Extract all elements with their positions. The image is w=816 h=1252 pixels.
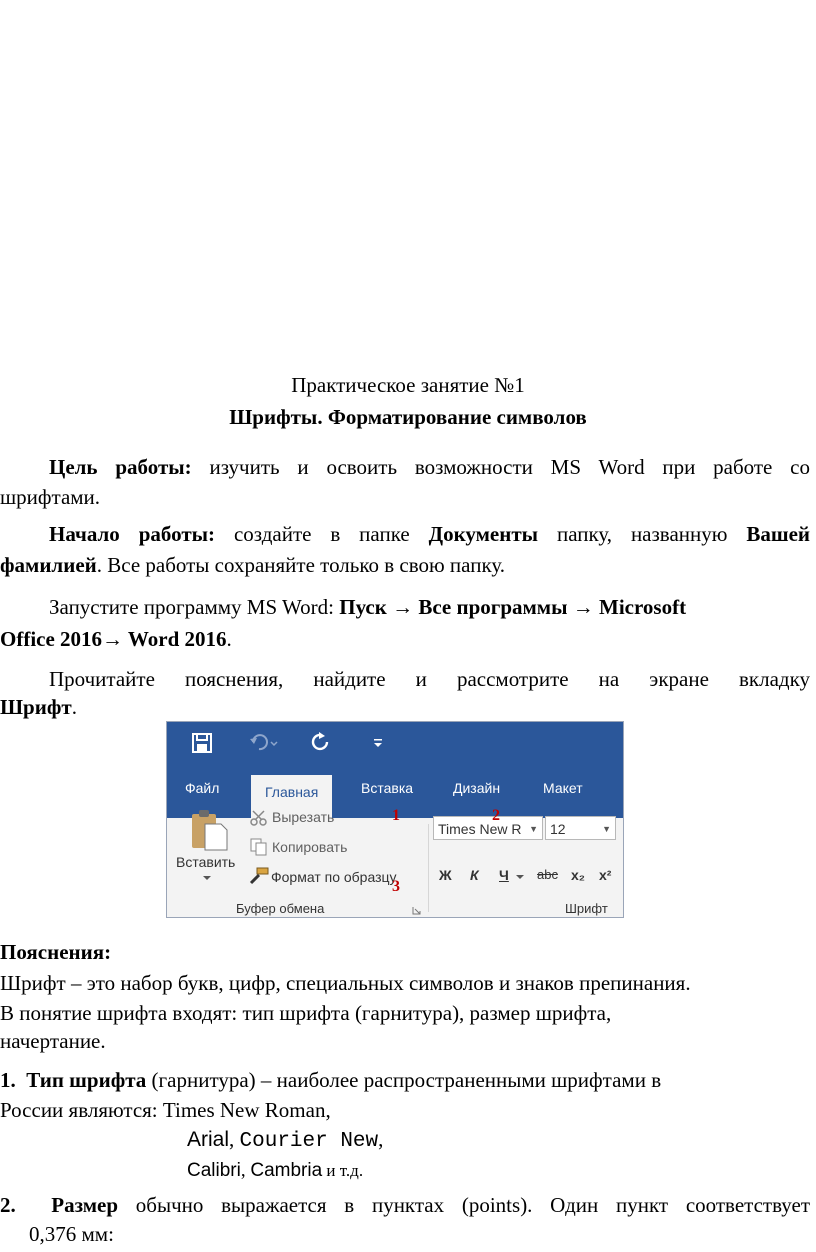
comma: , <box>229 1127 240 1151</box>
quick-access-toolbar <box>167 722 623 766</box>
undo-icon[interactable] <box>249 734 279 752</box>
notes-p2a: В понятие шрифта входят: тип шрифта (гарнитура), размер шрифта, <box>0 1001 612 1025</box>
goal-text-1: изучить и освоить возможности MS Word при работе со <box>191 455 810 479</box>
launch-line-1 <box>49 595 686 620</box>
start-line-1 <box>49 522 810 547</box>
group-divider <box>428 824 429 912</box>
launch-path-1: Пуск → Все программы → Microsoft <box>339 595 687 619</box>
item1-number: 1. <box>0 1068 16 1092</box>
goal-label: Цель работы: <box>49 455 192 479</box>
paste-icon[interactable] <box>189 808 229 852</box>
paste-button[interactable]: Вставить <box>176 854 236 870</box>
font-name-combo[interactable] <box>433 816 543 840</box>
item1-text-2: России являются: Times New Roman, <box>0 1098 331 1122</box>
goal-line-1 <box>49 455 810 480</box>
strikethrough-button[interactable]: abc <box>537 867 558 882</box>
item1-text-1: (гарнитура) – наиболее распространенными шрифтами в <box>146 1068 662 1092</box>
font-name-value: Times New R <box>438 821 522 837</box>
start-line-2 <box>0 553 505 578</box>
item2-text-2: 0,376 мм: <box>29 1222 114 1246</box>
underline-button[interactable]: Ч <box>499 867 509 883</box>
marker-3: 3 <box>392 878 400 895</box>
goal-text-2: шрифтами. <box>0 485 101 509</box>
lesson-number: Практическое занятие №1 <box>291 373 525 397</box>
launch-dot: . <box>226 627 232 651</box>
page-title: Шрифты. Форматирование символов <box>229 405 587 429</box>
cambria-sample: Cambria <box>250 1160 323 1181</box>
etc-text: и т.д. <box>322 1161 364 1180</box>
item1-term: Тип шрифта <box>26 1068 147 1092</box>
clipboard-group-label: Буфер обмена <box>236 901 325 916</box>
comma: , <box>378 1127 384 1151</box>
start-label: Начало работы: <box>49 522 216 546</box>
item2-text-1: обычно выражается в пунктах (points). Один пункт соответствует <box>118 1193 810 1217</box>
clipboard-dialog-launcher-icon[interactable] <box>412 906 421 915</box>
launch-path-2: Office 2016→ Word 2016 <box>0 627 227 651</box>
tab-layout[interactable]: Макет <box>543 780 583 796</box>
superscript-button[interactable]: x² <box>599 867 612 883</box>
notes-p2b: начертание. <box>0 1029 106 1053</box>
scissors-icon <box>250 810 268 826</box>
italic-button[interactable]: К <box>470 867 479 883</box>
item2-term: Размер <box>51 1193 119 1217</box>
tab-design[interactable]: Дизайн <box>453 780 501 796</box>
marker-1: 1 <box>392 807 400 824</box>
font-group-label: Шрифт <box>565 901 608 916</box>
underline-dropdown-icon[interactable] <box>516 874 524 880</box>
marker-2: 2 <box>492 807 500 824</box>
copy-icon <box>250 838 268 856</box>
start-text-2: папку, названную <box>538 522 747 546</box>
copy-button[interactable]: Копировать <box>272 839 348 855</box>
comma: , <box>240 1160 251 1181</box>
font-size-value: 12 <box>550 821 566 837</box>
notes-heading: Пояснения: <box>0 940 112 964</box>
font-size-combo[interactable] <box>545 816 616 840</box>
font-name-dropdown-icon[interactable]: ▼ <box>529 824 538 834</box>
tab-insert[interactable]: Вставка <box>361 780 414 796</box>
item1-line-1 <box>0 1068 661 1093</box>
font-tab-bold: Шрифт <box>0 695 72 719</box>
font-size-dropdown-icon[interactable]: ▼ <box>602 824 611 834</box>
notes-p1: Шрифт – это набор букв, цифр, специальных символов и знаков препинания. <box>0 971 691 995</box>
launch-text: Запустите программу MS Word: <box>49 595 340 619</box>
item1-fonts-line-1 <box>187 1127 383 1153</box>
item1-fonts-line-2 <box>187 1160 363 1182</box>
tab-file[interactable]: Файл <box>185 780 220 796</box>
item2-number: 2. <box>0 1193 16 1217</box>
read-dot: . <box>71 695 77 719</box>
cut-button[interactable]: Вырезать <box>272 809 335 825</box>
word-ribbon-screenshot <box>166 721 624 918</box>
item2-line-1 <box>0 1193 810 1218</box>
tab-home[interactable]: Главная <box>251 775 332 818</box>
read-line-1: Прочитайте пояснения, найдите и рассмотрите на экране вкладку <box>49 667 810 691</box>
customize-qat-icon[interactable] <box>372 737 384 749</box>
documents-folder: Документы <box>428 522 539 546</box>
arial-sample: Arial <box>187 1128 230 1151</box>
start-text-3: . Все работы сохраняйте только в свою папку. <box>96 553 506 577</box>
format-painter-icon <box>249 867 269 885</box>
save-icon[interactable] <box>192 733 212 753</box>
calibri-sample: Calibri <box>187 1160 241 1181</box>
format-painter-button[interactable]: Формат по образцу <box>271 869 397 885</box>
paste-dropdown-icon[interactable] <box>202 874 212 882</box>
surname-bold-2: фамилией <box>0 553 97 577</box>
launch-line-2 <box>0 627 232 652</box>
surname-bold-1: Вашей <box>746 522 810 546</box>
redo-icon[interactable] <box>310 732 332 754</box>
read-line-2 <box>0 695 77 720</box>
bold-button[interactable]: Ж <box>439 867 452 883</box>
courier-sample: Courier New <box>239 1130 379 1153</box>
subscript-button[interactable]: x₂ <box>571 867 586 883</box>
start-text-1: создайте в папке <box>215 522 429 546</box>
